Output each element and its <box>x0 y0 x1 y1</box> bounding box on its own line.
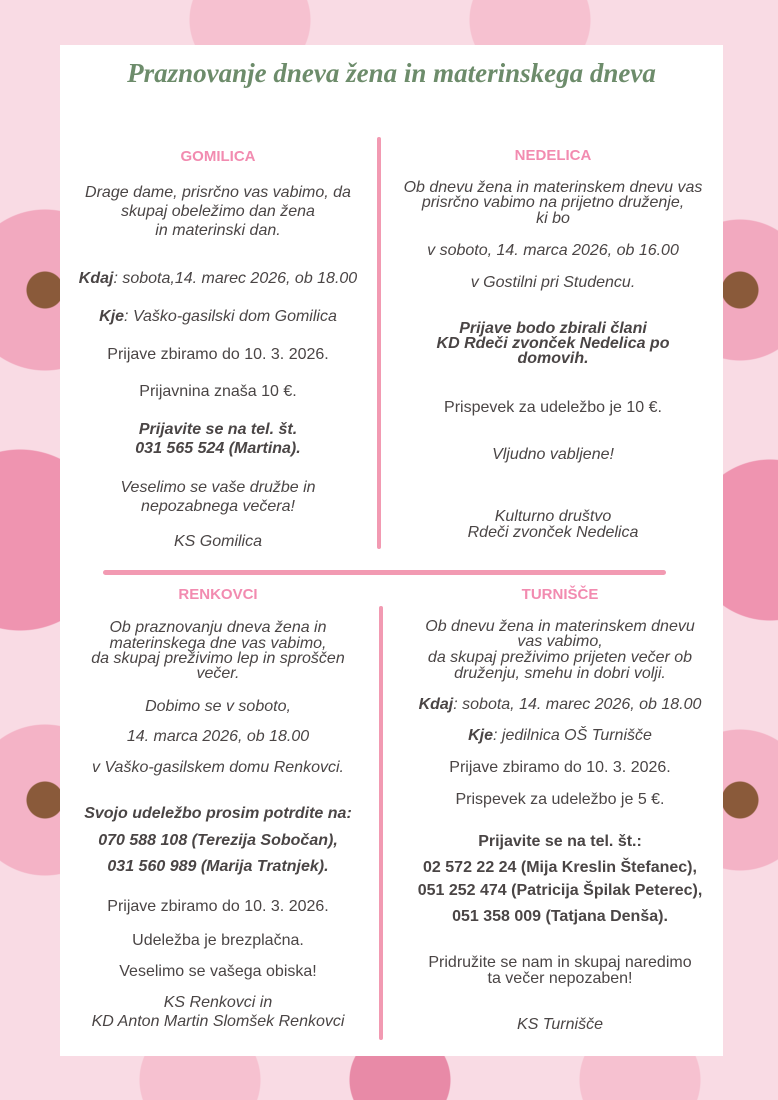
text-line <box>383 400 723 416</box>
text-line <box>48 620 388 636</box>
line-text: Veselimo se vaše družbe in <box>120 479 316 496</box>
line-text: 14. marca 2026, ob 18.00 <box>126 728 310 745</box>
line-text: druženju, smehu in dobri volji. <box>454 665 666 682</box>
text-line <box>48 760 388 776</box>
text-line <box>390 697 730 713</box>
section-heading: RENKOVCI <box>178 586 258 603</box>
line-text: Prijave zbiramo do 10. 3. 2026. <box>107 898 329 915</box>
line-text: Prijave zbiramo do 10. 3. 2026. <box>107 346 329 363</box>
text-line <box>48 185 388 201</box>
line-text: Prijavite se na tel. št. <box>138 421 298 438</box>
line-text: v Gostilni pri Studencu. <box>470 274 636 291</box>
text-line <box>390 792 730 808</box>
line-text: domovih. <box>517 350 589 367</box>
text-line <box>390 728 730 744</box>
line-text: ki bo <box>536 210 570 227</box>
line-text: Ob dnevu žena in materinskem dnevu vas <box>403 179 703 196</box>
line-text: Prispevek za udeležbo je 10 €. <box>444 399 662 416</box>
text-line <box>390 666 730 682</box>
text-line <box>48 964 388 980</box>
line-text: prisrčno vabimo na prijetno druženje, <box>421 194 685 211</box>
line-text: 051 252 474 (Patricija Špilak Peterec), <box>417 882 703 899</box>
text-line <box>390 834 730 850</box>
section-heading: TURNIŠČE <box>521 586 599 603</box>
line-text: v Vaško-gasilskem domu Renkovci. <box>92 759 344 776</box>
line-text: vas vabimo, <box>517 633 603 650</box>
text-line <box>48 347 388 363</box>
line-text: : sobota, 14. marec 2026, ob 18.00 <box>453 696 702 713</box>
text-line <box>48 534 388 550</box>
line-text: KS Renkovci in <box>163 994 273 1011</box>
line-text: Veselimo se vašega obiska! <box>119 963 317 980</box>
line-text: materinskega dne vas vabimo, <box>109 635 327 652</box>
line-text: Vljudno vabljene! <box>492 446 614 463</box>
line-text: KD Anton Martin Slomšek Renkovci <box>91 1013 345 1030</box>
text-line <box>48 699 388 715</box>
line-text: 02 572 22 24 (Mija Kreslin Štefanec), <box>423 859 697 876</box>
line-text: Ob dnevu žena in materinskem dnevu <box>425 618 695 635</box>
field-label: Kdaj <box>418 696 454 713</box>
line-text: ta večer nepozaben! <box>487 970 633 987</box>
line-text: da skupaj preživimo lep in sproščen <box>91 650 345 667</box>
text-line <box>48 499 388 515</box>
text-line <box>48 666 388 682</box>
text-line <box>48 223 388 239</box>
line-text: 070 588 108 (Terezija Sobočan), <box>98 832 338 849</box>
text-line <box>48 729 388 745</box>
field-label: Kje <box>468 727 494 744</box>
text-line <box>48 384 388 400</box>
text-line <box>390 760 730 776</box>
page-title: Praznovanje dneva žena in materinskega dneva <box>127 58 656 88</box>
text-line <box>390 650 730 666</box>
text-line <box>48 422 388 438</box>
line-text: Prijave zbiramo do 10. 3. 2026. <box>449 759 671 776</box>
text-line <box>383 351 723 367</box>
horizontal-divider <box>103 570 666 575</box>
text-line <box>390 634 730 650</box>
text-line <box>48 933 388 949</box>
text-line <box>390 971 730 987</box>
line-text: : Vaško-gasilski dom Gomilica <box>124 308 337 325</box>
text-line <box>48 271 388 287</box>
text-line <box>383 211 723 227</box>
line-text: 031 560 989 (Marija Tratnjek). <box>107 858 329 875</box>
line-text: Prijavite se na tel. št.: <box>478 833 642 850</box>
line-text: večer. <box>196 665 240 682</box>
section-heading: GOMILICA <box>180 148 256 165</box>
text-line <box>383 275 723 291</box>
text-line <box>390 860 730 876</box>
text-line <box>390 955 730 971</box>
text-line <box>48 899 388 915</box>
line-text: : jedilnica OŠ Turnišče <box>493 727 652 744</box>
field-label: Kdaj <box>78 270 114 287</box>
line-text: Prijavnina znaša 10 €. <box>139 383 297 400</box>
line-text: Ob praznovanju dneva žena in <box>109 619 327 636</box>
text-line <box>383 195 723 211</box>
line-text: da skupaj preživimo prijeten večer ob <box>427 649 693 666</box>
line-text: KS Gomilica <box>173 533 263 550</box>
line-text: KS Turnišče <box>517 1016 603 1033</box>
text-line <box>383 243 723 259</box>
text-line <box>48 480 388 496</box>
line-text: in materinski dan. <box>155 222 281 239</box>
line-text: nepozabnega večera! <box>141 498 295 515</box>
line-text: Dobimo se v soboto, <box>145 698 291 715</box>
text-line <box>48 1014 388 1030</box>
line-text: 051 358 009 (Tatjana Denša). <box>452 908 668 925</box>
field-label: Kje <box>99 308 125 325</box>
line-text: Prijave bodo zbirali člani <box>459 320 647 337</box>
line-text: 031 565 524 (Martina). <box>135 440 301 457</box>
line-text: Prispevek za udeležbo je 5 €. <box>455 791 665 808</box>
line-text: Svojo udeležbo prosim potrdite na: <box>84 805 352 822</box>
text-line <box>48 859 388 875</box>
text-line <box>390 883 730 899</box>
text-line <box>48 806 388 822</box>
section-heading: NEDELICA <box>514 147 592 164</box>
line-text: skupaj obeležimo dan žena <box>121 203 315 220</box>
line-text: : sobota,14. marec 2026, ob 18.00 <box>113 270 358 287</box>
text-line <box>48 204 388 220</box>
text-line <box>390 909 730 925</box>
line-text: v soboto, 14. marca 2026, ob 16.00 <box>427 242 679 259</box>
text-line <box>383 447 723 463</box>
line-text: Udeležba je brezplačna. <box>132 932 304 949</box>
text-line <box>48 441 388 457</box>
line-text: KD Rdeči zvonček Nedelica po <box>436 335 670 352</box>
text-line <box>48 995 388 1011</box>
text-line <box>48 833 388 849</box>
text-line <box>383 525 723 541</box>
line-text: Rdeči zvonček Nedelica <box>467 524 639 541</box>
line-text: Drage dame, prisrčno vas vabimo, da <box>85 184 351 201</box>
line-text: Kulturno društvo <box>494 508 612 525</box>
text-line <box>383 509 723 525</box>
text-line <box>48 309 388 325</box>
line-text: Pridružite se nam in skupaj naredimo <box>428 954 692 971</box>
text-line <box>390 1017 730 1033</box>
